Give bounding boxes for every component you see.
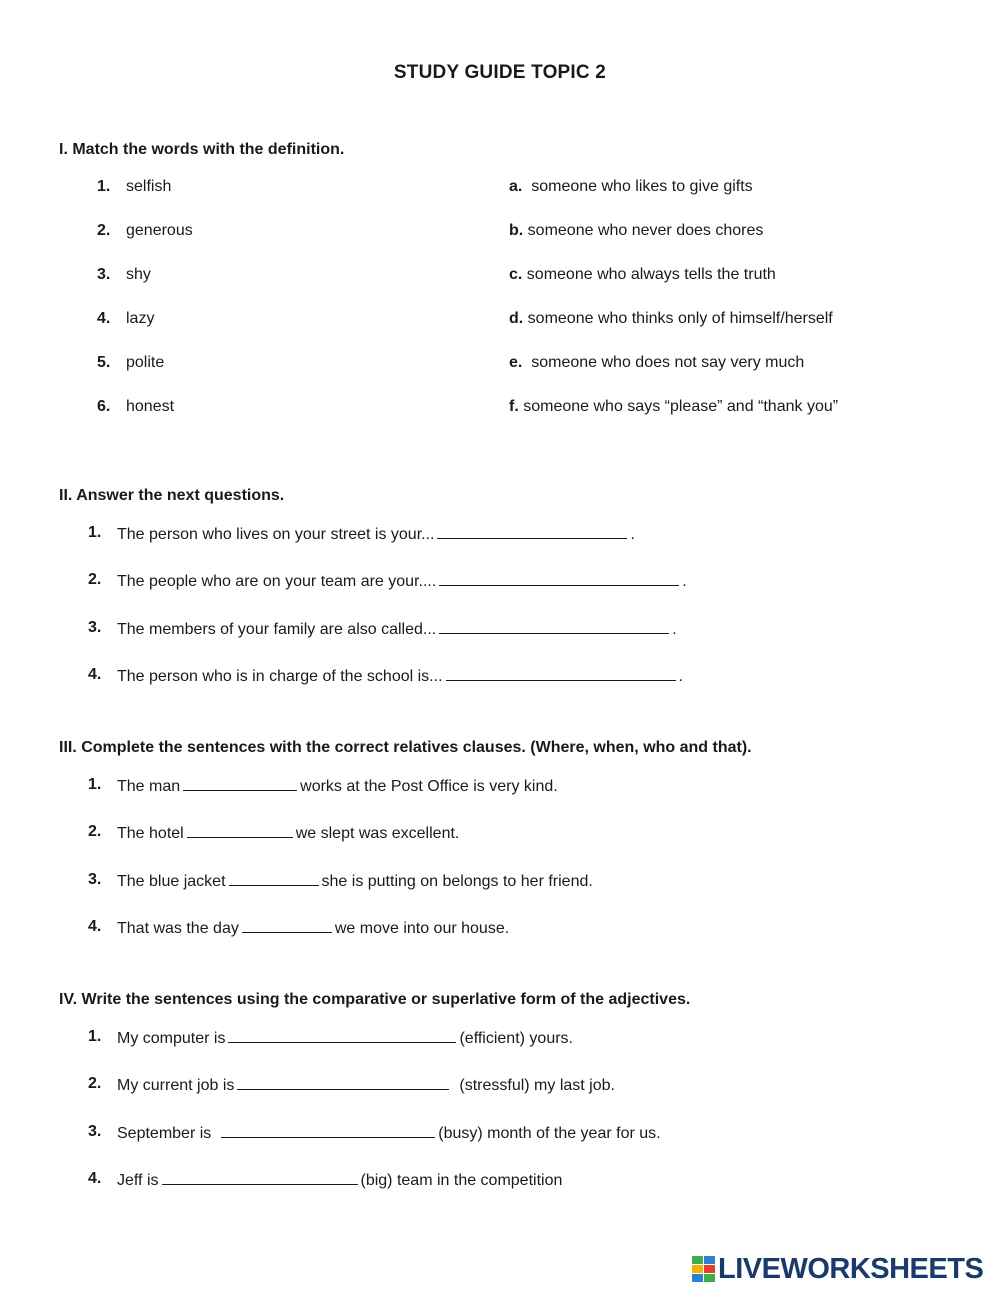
word-number: 4. (97, 310, 111, 327)
question-text: The people who are on your team are your.... (117, 573, 437, 590)
definition-item (509, 178, 753, 196)
sentence-number: 4. (88, 1170, 102, 1187)
section-2-heading: II. Answer the next questions. (59, 487, 285, 504)
word-text: lazy (126, 310, 155, 327)
definition-text: someone who never does chores (527, 222, 764, 239)
word-text: generous (126, 222, 193, 239)
answer-blank[interactable] (242, 918, 332, 933)
section-4-heading: IV. Write the sentences using the comparative or superlative form of the adjectives. (59, 991, 691, 1008)
word-text: polite (126, 354, 165, 371)
question-number: 1. (88, 524, 102, 541)
sentence-number: 2. (88, 823, 102, 840)
sentence-number: 4. (88, 918, 102, 935)
word-number: 5. (97, 354, 111, 371)
sentence-number: 1. (88, 776, 102, 793)
sentence-end: (stressful) my last job. (459, 1077, 615, 1094)
definition-letter: d. (509, 310, 524, 327)
answer-blank[interactable] (162, 1170, 358, 1185)
answer-blank[interactable] (437, 524, 627, 539)
section-1-heading: I. Match the words with the definition. (59, 141, 345, 158)
question-number: 2. (88, 571, 102, 588)
answer-blank[interactable] (221, 1123, 435, 1138)
sentence-start: September is (117, 1125, 212, 1142)
sentence-number: 3. (88, 871, 102, 888)
definition-item (509, 222, 763, 240)
question-end: . (678, 668, 683, 685)
answer-blank[interactable] (187, 823, 293, 838)
sentence-start: The man (117, 778, 181, 795)
question-text: The person who is in charge of the school is... (117, 668, 443, 685)
definition-text: someone who always tells the truth (526, 266, 776, 283)
liveworksheets-logo-icon (692, 1256, 716, 1282)
question-number: 4. (88, 666, 102, 683)
question-end: . (682, 573, 687, 590)
sentence-start: My computer is (117, 1030, 226, 1047)
answer-blank[interactable] (237, 1075, 449, 1090)
word-number: 1. (97, 178, 111, 195)
question-text: The members of your family are also called... (117, 621, 437, 638)
answer-blank[interactable] (229, 871, 319, 886)
question-end: . (630, 526, 635, 543)
question-number: 3. (88, 619, 102, 636)
word-text: selfish (126, 178, 172, 195)
question-text: The person who lives on your street is your... (117, 526, 435, 543)
definition-letter: e. (509, 354, 523, 371)
sentence-number: 3. (88, 1123, 102, 1140)
answer-blank[interactable] (446, 666, 676, 681)
definition-item (509, 310, 833, 328)
definition-text: someone who says “please” and “thank you” (523, 398, 839, 415)
word-number: 2. (97, 222, 111, 239)
page-title: STUDY GUIDE TOPIC 2 (393, 62, 607, 83)
logo-text: LIVEWORKSHEETS (718, 1252, 984, 1285)
answer-blank[interactable] (228, 1028, 456, 1043)
answer-blank[interactable] (183, 776, 297, 791)
sentence-start: The blue jacket (117, 873, 226, 890)
definition-letter: f. (509, 398, 519, 415)
definition-text: someone who thinks only of himself/herself (527, 310, 833, 327)
sentence-end: we move into our house. (334, 920, 510, 937)
definition-item (509, 266, 776, 284)
definition-text: someone who does not say very much (531, 354, 805, 371)
sentence-end: works at the Post Office is very kind. (300, 778, 558, 795)
definition-item (509, 398, 838, 416)
sentence-end: (efficient) yours. (459, 1030, 573, 1047)
answer-blank[interactable] (439, 619, 669, 634)
sentence-start: My current job is (117, 1077, 235, 1094)
word-number: 3. (97, 266, 111, 283)
definition-letter: b. (509, 222, 524, 239)
word-number: 6. (97, 398, 111, 415)
liveworksheets-logo (692, 1254, 983, 1284)
section-3-heading: III. Complete the sentences with the correct relatives clauses. (Where, when, who and that). (59, 739, 752, 756)
definition-item (509, 354, 804, 372)
answer-blank[interactable] (439, 571, 679, 586)
sentence-end: we slept was excellent. (295, 825, 460, 842)
sentence-start: That was the day (117, 920, 239, 937)
sentence-end: she is putting on belongs to her friend. (321, 873, 593, 890)
sentence-number: 1. (88, 1028, 102, 1045)
sentence-end: (big) team in the competition (360, 1172, 563, 1189)
sentence-end: (busy) month of the year for us. (438, 1125, 661, 1142)
definition-letter: c. (509, 266, 523, 283)
word-text: honest (126, 398, 175, 415)
word-text: shy (126, 266, 151, 283)
sentence-start: Jeff is (117, 1172, 159, 1189)
definition-letter: a. (509, 178, 523, 195)
question-end: . (672, 621, 677, 638)
definition-text: someone who likes to give gifts (531, 178, 753, 195)
sentence-number: 2. (88, 1075, 102, 1092)
sentence-start: The hotel (117, 825, 184, 842)
